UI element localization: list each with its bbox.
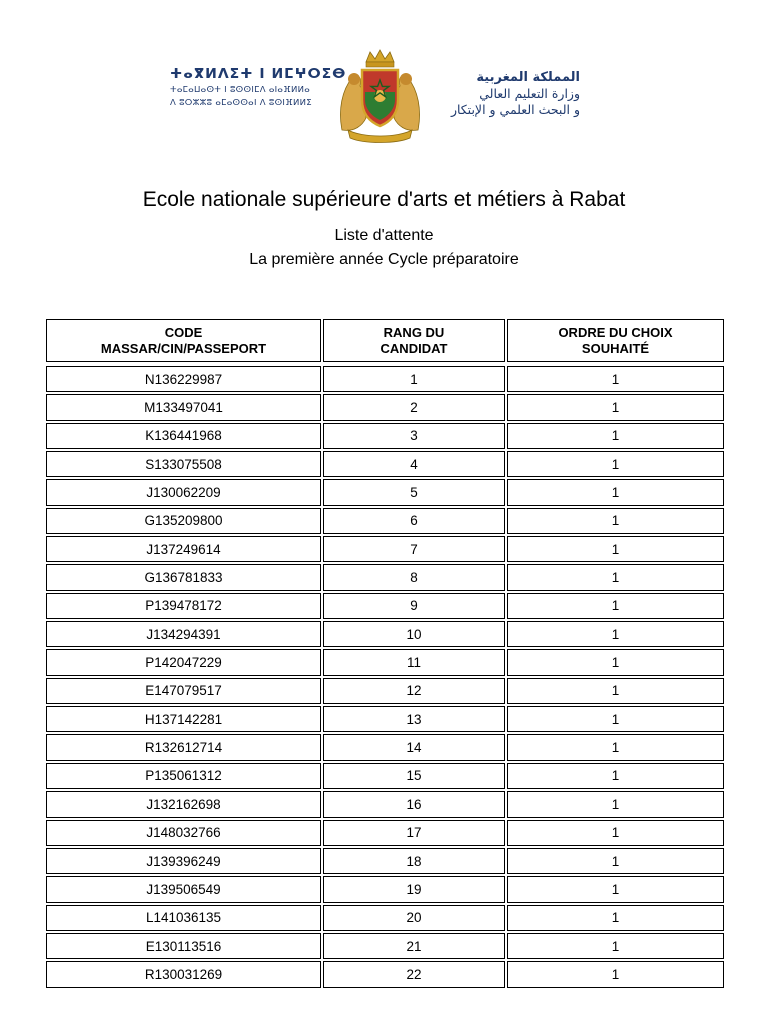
school-name-heading: Ecole nationale supérieure d'arts et métiers à Rabat <box>142 188 626 211</box>
waiting-list-table <box>46 318 724 989</box>
code-cell: P139478172 <box>46 593 321 619</box>
code-cell: G136781833 <box>46 564 321 590</box>
table-row <box>46 904 724 932</box>
rank-cell: 12 <box>323 678 505 704</box>
ministry-header <box>0 48 768 148</box>
header-code-massar: CODE MASSAR/CIN/PASSEPORT <box>46 319 321 362</box>
code-cell: E147079517 <box>46 678 321 704</box>
code-cell: M133497041 <box>46 394 321 420</box>
code-cell: J132162698 <box>46 791 321 817</box>
code-cell: H137142281 <box>46 706 321 732</box>
choice-order-cell: 1 <box>507 649 724 675</box>
rank-cell: 16 <box>323 791 505 817</box>
table-row <box>46 875 724 903</box>
table-row <box>46 563 724 591</box>
choice-order-cell: 1 <box>507 763 724 789</box>
arabic-ministry-line2: و البحث العلمي و الإبتكار <box>450 102 580 117</box>
arabic-title: المملكة المغربية <box>476 70 580 85</box>
code-cell: L141036135 <box>46 905 321 931</box>
rank-cell: 19 <box>323 876 505 902</box>
document-titles <box>0 186 768 272</box>
arabic-header <box>410 70 580 117</box>
rank-cell: 14 <box>323 734 505 760</box>
code-cell: R130031269 <box>46 961 321 987</box>
choice-order-cell: 1 <box>507 593 724 619</box>
code-cell: E130113516 <box>46 933 321 959</box>
code-cell: S133075508 <box>46 451 321 477</box>
rank-cell: 21 <box>323 933 505 959</box>
table-row <box>46 507 724 535</box>
rank-cell: 7 <box>323 536 505 562</box>
arabic-ministry-line1: وزارة التعليم العالي <box>479 86 580 101</box>
rank-cell: 8 <box>323 564 505 590</box>
code-cell: J148032766 <box>46 820 321 846</box>
choice-order-cell: 1 <box>507 479 724 505</box>
table-row <box>46 677 724 705</box>
rank-cell: 15 <box>323 763 505 789</box>
rank-cell: 3 <box>323 423 505 449</box>
tifinagh-title: ⵜⴰⴳⵍⴷⵉⵜ ⵏ ⵍⵎⵖⵔⵉⴱ <box>170 66 347 82</box>
choice-order-cell: 1 <box>507 820 724 846</box>
rank-cell: 10 <box>323 621 505 647</box>
table-row <box>46 932 724 960</box>
code-cell: N136229987 <box>46 366 321 392</box>
tifinagh-ministry-line1: ⵜⴰⵎⴰⵡⴰⵙⵜ ⵏ ⵓⵙⵙⵏⵎⴷ ⴰⵏⴰⴼⵍⵍⴰ <box>170 85 311 95</box>
choice-order-cell: 1 <box>507 394 724 420</box>
table-header-row <box>46 318 724 363</box>
table-row <box>46 450 724 478</box>
choice-order-cell: 1 <box>507 876 724 902</box>
rank-cell: 4 <box>323 451 505 477</box>
table-row <box>46 733 724 761</box>
table-row <box>46 365 724 393</box>
code-cell: J139396249 <box>46 848 321 874</box>
choice-order-cell: 1 <box>507 933 724 959</box>
list-title: Liste d'attente <box>334 227 434 244</box>
choice-order-cell: 1 <box>507 536 724 562</box>
rank-cell: 1 <box>323 366 505 392</box>
header-rang-candidat: RANG DU CANDIDAT <box>323 319 505 362</box>
code-cell: K136441968 <box>46 423 321 449</box>
rank-cell: 13 <box>323 706 505 732</box>
tifinagh-header <box>170 66 347 108</box>
code-cell: J137249614 <box>46 536 321 562</box>
table-row <box>46 847 724 875</box>
table-row <box>46 535 724 563</box>
rank-cell: 18 <box>323 848 505 874</box>
table-row <box>46 393 724 421</box>
table-row <box>46 762 724 790</box>
choice-order-cell: 1 <box>507 734 724 760</box>
rank-cell: 6 <box>323 508 505 534</box>
choice-order-cell: 1 <box>507 621 724 647</box>
choice-order-cell: 1 <box>507 961 724 987</box>
rank-cell: 2 <box>323 394 505 420</box>
choice-order-cell: 1 <box>507 678 724 704</box>
table-row <box>46 620 724 648</box>
code-cell: P135061312 <box>46 763 321 789</box>
choice-order-cell: 1 <box>507 791 724 817</box>
table-row <box>46 705 724 733</box>
table-row <box>46 648 724 676</box>
table-row <box>46 592 724 620</box>
rank-cell: 5 <box>323 479 505 505</box>
table-row <box>46 819 724 847</box>
rank-cell: 9 <box>323 593 505 619</box>
rank-cell: 11 <box>323 649 505 675</box>
choice-order-cell: 1 <box>507 366 724 392</box>
choice-order-cell: 1 <box>507 848 724 874</box>
cycle-title: La première année Cycle préparatoire <box>249 251 519 268</box>
choice-order-cell: 1 <box>507 423 724 449</box>
rank-cell: 20 <box>323 905 505 931</box>
choice-order-cell: 1 <box>507 905 724 931</box>
rank-cell: 17 <box>323 820 505 846</box>
table-row <box>46 960 724 988</box>
table-row <box>46 790 724 818</box>
code-cell: J139506549 <box>46 876 321 902</box>
code-cell: P142047229 <box>46 649 321 675</box>
choice-order-cell: 1 <box>507 564 724 590</box>
table-row <box>46 478 724 506</box>
tifinagh-ministry-line2: ⴷ ⵓⵔⵣⵣⵓ ⴰⵎⴰⵙⵙⴰⵏ ⴷ ⵓⵙⵏⴼⵍⵍⵉ <box>170 98 312 108</box>
code-cell: J130062209 <box>46 479 321 505</box>
choice-order-cell: 1 <box>507 706 724 732</box>
table-row <box>46 422 724 450</box>
rank-cell: 22 <box>323 961 505 987</box>
choice-order-cell: 1 <box>507 508 724 534</box>
code-cell: G135209800 <box>46 508 321 534</box>
header-ordre-choix: ORDRE DU CHOIX SOUHAITÉ <box>507 319 724 362</box>
code-cell: J134294391 <box>46 621 321 647</box>
code-cell: R132612714 <box>46 734 321 760</box>
choice-order-cell: 1 <box>507 451 724 477</box>
